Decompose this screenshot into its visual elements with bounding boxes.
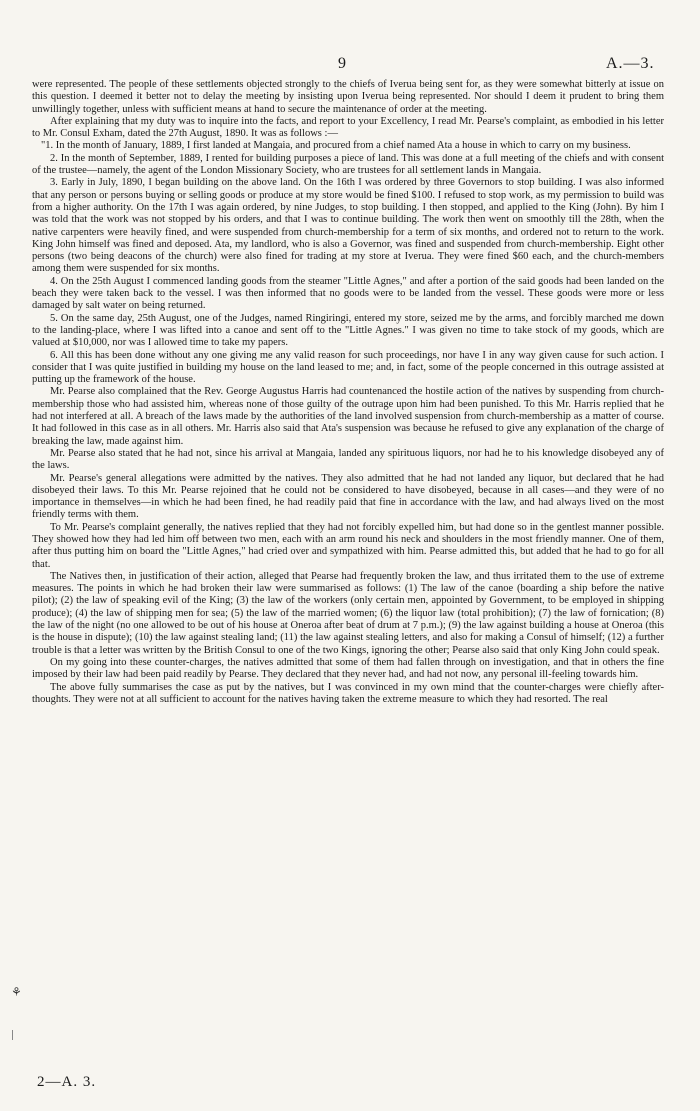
paragraph: After explaining that my duty was to inquire into the facts, and report to your Excellency, I read Mr. Pearse's complaint, as embodied in his letter to Mr. Consul Exham, dated the 27th August, 1890. It was as follows :— [32, 115, 664, 140]
paragraph: were represented. The people of these settlements objected strongly to the chiefs of Iverua being sent for, as they were somewhat bitterly at issue on this question. I deemed it better not to delay the meeting by insisting upon Iverua being represented. Nor should I deem it prudent to bring them unwillingly together, unless with sufficient means at hand to secure the maintenance of order at the meeting. [32, 79, 664, 115]
page-header [0, 55, 700, 75]
signature-mark: 2—A. 3. [37, 1074, 97, 1090]
paragraph: "1. In the month of January, 1889, I first landed at Mangaia, and procured from a chief named Ata a house in which to carry on my business. [41, 140, 631, 152]
paragraph: To Mr. Pearse's complaint generally, the natives replied that they had not forcibly expelled him, but had done so in the gentlest manner possible. They showed how they had led him off between two men, each with an arm round his neck and shoulders in the most friendly manner. One of them, after thus putting him on board the "Little Agnes," had cried over and sympathized with him. Pearse admitted this, but added that he had to go for all that. [32, 521, 664, 570]
paragraph: 5. On the same day, 25th August, one of the Judges, named Ringiringi, entered my store, seized me by the arms, and forcibly marched me down to the landing-place, where I was lifted into a canoe and sent off to the "Little Agnes." I was given no time to take stock of my goods, which are valued at $10,000, nor was I allowed time to take my papers. [32, 312, 664, 349]
paragraph: Mr. Pearse also complained that the Rev. George Augustus Harris had countenanced the hostile action of the natives by suspending from church-membership those who had assisted him, whereas none of those guilty of the outrage upon him had been punished. To this Mr. Harris replied that he had not interfered at all. A breach of the laws made by the authorities of the land involved suspension from church-membership as a matter of course. It had followed in this case as in all others. Mr. Harris also said that Ata's suspension was because he refused to give any explanation of the charge of breaking the law, made against him. [32, 386, 664, 447]
paragraph: 4. On the 25th August I commenced landing goods from the steamer "Little Agnes," and after a portion of the said goods had been landed on the beach they were taken back to the vessel. I was then informed that no goods were to be landed from the vessel. These goods were more or less damaged by salt water on being returned. [32, 275, 664, 312]
paragraph: The Natives then, in justification of their action, alleged that Pearse had frequently broken the law, and thus irritated them to the use of extreme measures. The points in which he had broken their law were summarised as follows: (1) The law of the canoe (boarding a ship before the native pilot); (2) the law of speaking evil of the King; (3) the law of the workers (only certain men, appointed by Government, to be employed in shipping produce); (4) the law of shipping men for sea; (5) the law of the married women; (6) the liquor law (total prohibition); (7) the law of fornication; (8) the law of the night (no one allowed to be out of his house at Oneroa after beat of drum at 7 p.m.); (9) the law against building a house at Oneroa (this is the house in dispute); (10) the law against stealing land; (11) the law against stealing letters, and also for making a Consul of himself; (12) a further trouble is that a letter was written by the British Consul to one of the two Kings, ignoring the other; Pearse also said that only King John could speak. [32, 570, 664, 656]
paragraph: Mr. Pearse's general allegations were admitted by the natives. They also admitted that he had not landed any liquor, but declared that he had disobeyed their laws. To this Mr. Pearse rejoined that he could not be considered to have disobeyed, because in all cases—and they were of no importance in themselves—in which he had been fined, he had readily paid that fine in accordance with the law, and had always lived on the most friendly terms with them. [32, 472, 664, 521]
paragraph: 2. In the month of September, 1889, I rented for building purposes a piece of land. This was done at a full meeting of the chiefs and with consent of the trustee—namely, the agent of the London Missionary Society, who are trustees for all settlement lands in Mangaia. [32, 152, 664, 177]
paragraph: 3. Early in July, 1890, I began building on the above land. On the 16th I was ordered by three Governors to stop building. I was also informed that any person or persons buying or selling goods or produce at my store would be fined $100. I refused to stop work, as my permission to build was from a higher authority. On the 17th I was again ordered, by nine Judges, to stop building. I then stopped, and applied to the King (John). By him I was told that the work was not stopped by his orders, and that I was to continue building. The work then went on smoothly till the 28th, when the native carpenters were heavily fined, and were suspended from church-membership for a term of six months, and ordered not to return to the work. King John himself was fined and deposed. Ata, my landlord, who is also a Governor, was fined and suspended from church-membership. Eight other persons (two being deacons of the church) were also fined for trading at my store at Iverua. They were fined $60 each, and the church-members among them were suspended for six months. [32, 177, 664, 275]
page-number: 9 [338, 55, 346, 72]
paragraph: 6. All this has been done without any one giving me any valid reason for such proceedings, nor have I in any way given cause for such action. I consider that I was quite justified in building my house on the land leased to me; and, in fact, some of the people concerned in this outrage assisted at putting up the framework of the house. [32, 349, 664, 386]
margin-tick [12, 1030, 13, 1040]
document-reference: A.—3. [606, 55, 655, 72]
paragraph: On my going into these counter-charges, the natives admitted that some of them had fallen through on investigation, and that in others the fine imposed by their law had been paid readily by Pearse. They declared that they never had, and had not now, any personal ill-feeling towards him. [32, 656, 664, 681]
paragraph: The above fully summarises the case as put by the natives, but I was convinced in my own mind that the counter-charges were chiefly after-thoughts. They were not at all sufficient to account for the natives having taken the extreme measure to which they had resorted. The real [32, 681, 664, 705]
body-text [32, 79, 664, 706]
margin-mark: ⚘ [11, 985, 22, 999]
paragraph: Mr. Pearse also stated that he had not, since his arrival at Mangaia, landed any spirituous liquors, nor had he to his knowledge disobeyed any of the laws. [32, 447, 664, 472]
